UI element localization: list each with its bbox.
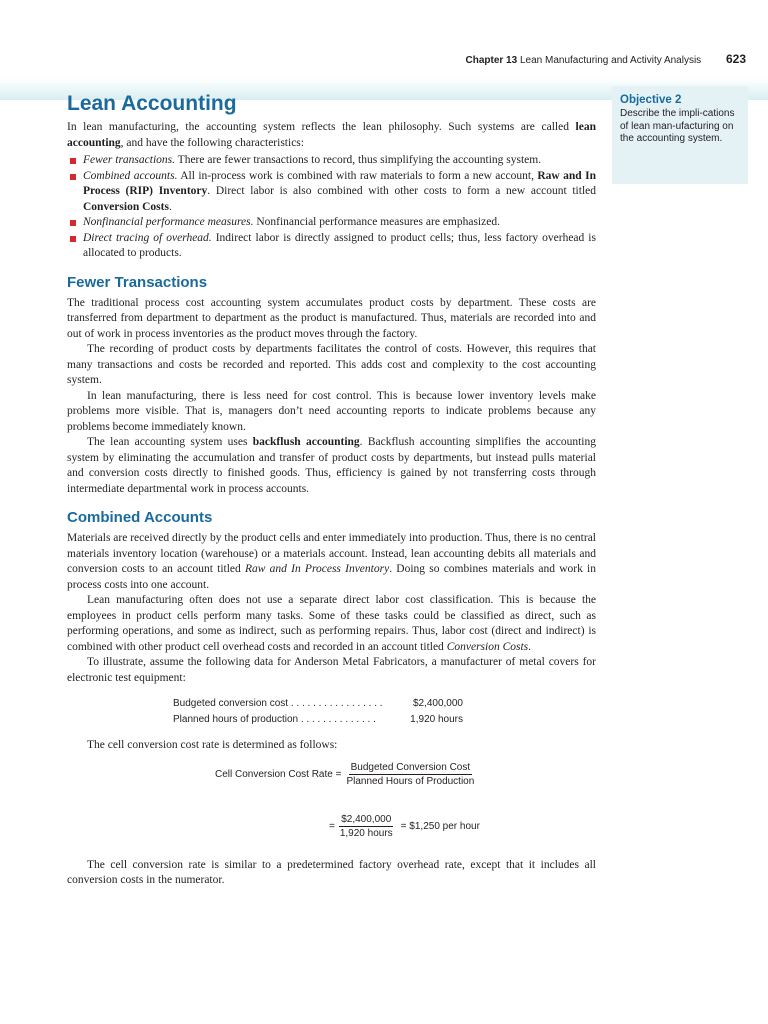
paragraph: In lean manufacturing, there is less need for cost control. This is because lower inventory levels make problems more visible. That is, managers don’t need accounting reports to indicate problems because any problems become immediately known.	[67, 389, 596, 433]
bullet-square-icon	[70, 174, 76, 180]
formula-equals: =	[329, 820, 335, 832]
paragraph: The traditional process cost accounting system accumulates product costs by department. These costs are transferred from department to department as the product is manufactured. Thus, materials are recorded into and out of work in process inventories as the product moves through the factory.	[67, 296, 596, 340]
bullet-square-icon	[70, 220, 76, 226]
bullet-text: There are fewer transactions to record, thus simplifying the accounting system.	[175, 154, 542, 166]
paragraph-text: Lean manufacturing often does not use a separate direct labor cost classification. This is because the employees in product cells perform many tasks. Some of these tasks could be classified as direct, such as performing operations, and some as indirect, such as performing repairs. Thus, labor cost (direct and indirect) is combined with other product cell overhead costs and recorded in an account titled	[67, 594, 596, 653]
formula-fraction	[344, 762, 476, 787]
fraction-numerator: $2,400,000	[341, 813, 392, 825]
intro-text-end: , and have the following characteristics:	[120, 136, 304, 149]
paragraph-term: backflush accounting	[252, 436, 360, 448]
intro-text: In lean manufacturing, the accounting system reflects the lean philosophy. Such systems are called	[67, 121, 576, 133]
fewer-transactions-heading: Fewer Transactions	[67, 273, 208, 291]
bullet-lead: Nonfinancial performance measures.	[83, 216, 254, 228]
paragraph-text: . Doing so combines materials and work in process costs into one account.	[67, 563, 596, 591]
table-row	[173, 712, 596, 728]
objective-text: Describe the impli-cations of lean man-ufacturing on the accounting system.	[620, 108, 735, 144]
list-item	[67, 231, 596, 262]
paragraph	[67, 435, 596, 497]
table-row	[173, 696, 596, 712]
objective-title: Objective 2	[620, 94, 682, 106]
data-table	[173, 696, 596, 728]
bullet-lead: Fewer transactions.	[83, 154, 175, 166]
intro-term: lean accounting	[67, 121, 596, 149]
list-item	[67, 169, 596, 216]
bullet-term: Raw and In Process (RIP) Inventory	[83, 169, 596, 197]
running-head	[0, 50, 746, 68]
formula-lhs: Cell Conversion Cost Rate =	[215, 768, 342, 780]
paragraph-text: The lean accounting system uses	[87, 436, 253, 448]
formula-line-2	[329, 814, 480, 839]
table-cell-label: Budgeted conversion cost . . . . . . . . . . . . . . . . .	[173, 698, 383, 709]
formula-fraction	[338, 814, 395, 839]
fraction-denominator: 1,920 hours	[339, 827, 393, 839]
bullet-text: .	[168, 200, 172, 213]
conversion-rate-formula	[67, 762, 596, 854]
list-item	[67, 215, 596, 231]
bullet-text: . Direct labor is also combined with other costs to form a new account titled	[207, 185, 596, 197]
section-title: Lean Accounting	[67, 92, 237, 115]
chapter-title: Lean Manufacturing and Activity Analysis	[519, 55, 702, 66]
bullet-text: All in-process work is combined with raw materials to form a new account,	[177, 169, 538, 182]
bullet-lead: Combined accounts.	[83, 169, 178, 182]
formula-line-1	[215, 762, 476, 787]
paragraph-term: Raw and In Process Inventory	[244, 563, 390, 575]
paragraph	[67, 593, 596, 655]
objective-sidebar	[612, 86, 748, 184]
bullet-lead: Direct tracing of overhead.	[83, 231, 212, 244]
table-cell-value: 1,920 hours	[410, 714, 463, 725]
bullet-text: Indirect labor is directly assigned to product cells; thus, less factory overhead is allocated to products.	[83, 231, 596, 259]
paragraph: The cell conversion rate is similar to a predetermined factory overhead rate, except that it includes all conversion costs in the numerator.	[67, 858, 596, 886]
paragraph-term: Conversion Costs	[446, 640, 529, 653]
main-content	[67, 88, 596, 889]
bullet-square-icon	[70, 236, 76, 242]
table-cell-value: $2,400,000	[412, 698, 463, 709]
paragraph: The cell conversion cost rate is determined as follows:	[87, 739, 338, 751]
bullet-text: Nonfinancial performance measures are emphasized.	[253, 216, 500, 228]
fraction-numerator: Budgeted Conversion Cost	[350, 761, 471, 773]
combined-accounts-heading: Combined Accounts	[67, 509, 213, 526]
bullet-term: Conversion Costs	[83, 200, 169, 213]
paragraph: To illustrate, assume the following data for Anderson Metal Fabricators, a manufacturer of metal covers for electronic test equipment:	[67, 656, 596, 684]
paragraph-text: Materials are received directly by the product cells and enter immediately into production. Thus, there is no central materials inventory location (warehouse) or a materials account. Instead, lean accounting debits all materials and conversion costs to an account titled	[67, 532, 596, 575]
paragraph-text: .	[528, 640, 532, 653]
characteristics-list	[67, 153, 596, 262]
list-item	[67, 153, 596, 169]
bullet-square-icon	[70, 158, 76, 164]
paragraph: The recording of product costs by departments facilitates the control of costs. However, this requires that many transactions and costs be recorded and reported. This adds cost and complexity to the cost accounting system.	[67, 343, 596, 386]
paragraph-text: . Backflush accounting simplifies the accounting system by eliminating the accumulation and transfer of product costs by departments, but instead pulls material and conversion costs directly to finished goods. Thus, efficiency is gained by not transferring costs through intermediate departmental work in process accounts.	[67, 436, 596, 495]
formula-result: = $1,250 per hour	[400, 820, 480, 832]
paragraph	[67, 531, 596, 593]
table-cell-label: Planned hours of production . . . . . . . . . . . . . .	[173, 714, 376, 725]
chapter-label: Chapter 13	[465, 55, 518, 66]
intro-paragraph	[67, 120, 596, 151]
page-number: 623	[725, 52, 746, 66]
fraction-denominator: Planned Hours of Production	[346, 775, 475, 787]
